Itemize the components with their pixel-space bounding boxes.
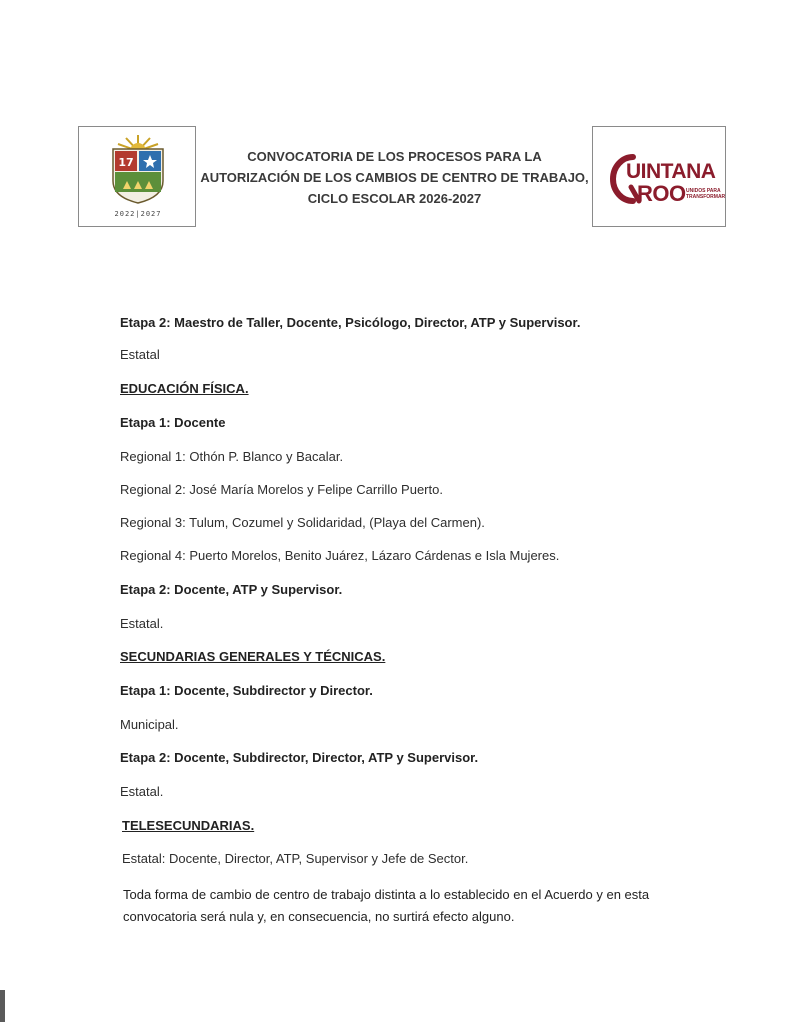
section-heading: TELESECUNDARIAS. <box>122 818 255 833</box>
title-line: CONVOCATORIA DE LOS PROCESOS PARA LA <box>247 149 542 164</box>
section-heading: SECUNDARIAS GENERALES Y TÉCNICAS. <box>120 649 386 664</box>
svg-text:17: 17 <box>118 156 134 169</box>
regional-item: Regional 4: Puerto Morelos, Benito Juárez, Lázaro Cárdenas e Isla Mujeres. <box>120 548 560 563</box>
regional-item: Regional 2: José María Morelos y Felipe Carrillo Puerto. <box>120 482 443 497</box>
state-logo-box <box>78 126 196 227</box>
scope-text: Estatal. <box>120 784 164 799</box>
title-line: CICLO ESCOLAR 2026-2027 <box>307 191 482 206</box>
stage-heading: Etapa 1: Docente, Subdirector y Director. <box>120 683 373 698</box>
stage-heading: Etapa 2: Docente, ATP y Supervisor. <box>120 582 343 597</box>
closing-paragraph <box>123 884 723 928</box>
state-coat-of-arms-icon <box>79 129 197 209</box>
scope-text: Municipal. <box>120 717 179 732</box>
scope-text: Estatal <box>120 347 160 362</box>
stage-heading: Etapa 2: Maestro de Taller, Docente, Psicólogo, Director, ATP y Supervisor. <box>120 315 581 330</box>
document-title <box>200 146 589 209</box>
quintana-roo-logo-box <box>592 126 726 227</box>
regional-item: Regional 1: Othón P. Blanco y Bacalar. <box>120 449 344 464</box>
title-line: AUTORIZACIÓN DE LOS CAMBIOS DE CENTRO DE TRABAJO, <box>200 170 589 185</box>
scope-text: Estatal. <box>120 616 164 631</box>
paragraph-line: convocatoria será nula y, en consecuencia, no surtirá efecto alguno. <box>123 909 515 924</box>
stage-heading: Etapa 1: Docente <box>120 415 226 430</box>
section-heading: EDUCACIÓN FÍSICA. <box>120 381 249 396</box>
scope-text: Estatal: Docente, Director, ATP, Supervisor y Jefe de Sector. <box>122 851 469 866</box>
stage-heading: Etapa 2: Docente, Subdirector, Director, ATP y Supervisor. <box>120 750 479 765</box>
document-header <box>0 0 809 240</box>
scan-edge-mark <box>0 990 5 1022</box>
logo-tagline: TRANSFORMAR <box>686 194 726 200</box>
seal-caption: 2022|2027 <box>114 210 162 218</box>
logo-word-roo: ROO <box>637 181 686 206</box>
paragraph-line: Toda forma de cambio de centro de trabajo distinta a lo establecido en el Acuerdo y en esta <box>123 887 650 902</box>
logo-word-uintana: UINTANA <box>626 160 716 183</box>
logo-tagline: UNIDOS PARA <box>686 188 721 194</box>
regional-item: Regional 3: Tulum, Cozumel y Solidaridad, (Playa del Carmen). <box>120 515 485 530</box>
